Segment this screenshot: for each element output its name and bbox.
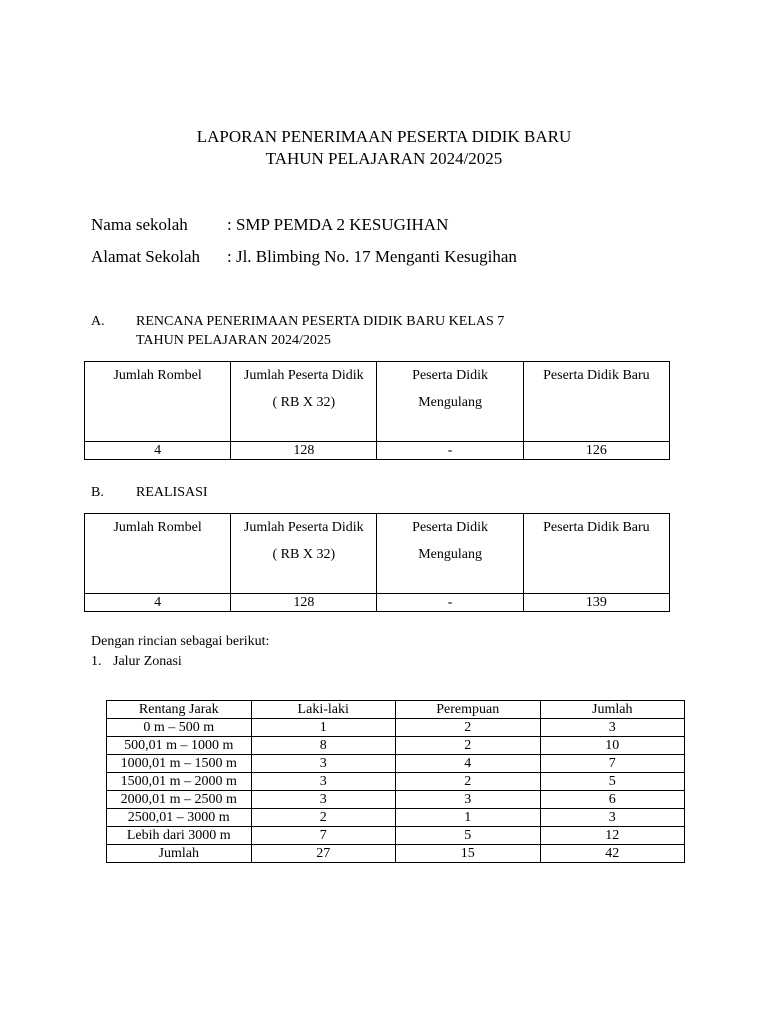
zonasi-total-row <box>107 845 685 863</box>
section-b-number: B. <box>91 485 104 500</box>
plan-value-cell: 128 <box>231 442 377 460</box>
zonasi-cell: 2 <box>395 737 540 755</box>
zonasi-cell: Jumlah <box>107 845 252 863</box>
school-address-value: : Jl. Blimbing No. 17 Menganti Kesugihan <box>227 247 517 266</box>
zonasi-cell: 2000,01 m – 2500 m <box>107 791 252 809</box>
school-name-value: : SMP PEMDA 2 KESUGIHAN <box>227 215 449 234</box>
report-title-line2: TAHUN PELAJARAN 2024/2025 <box>265 149 503 168</box>
realization-value-cell: - <box>377 594 523 612</box>
zonasi-cell: 42 <box>540 845 685 863</box>
table-row <box>107 737 685 755</box>
plan-value-cell: - <box>377 442 523 460</box>
details-item-1 <box>91 652 182 672</box>
zonasi-header-cell: Rentang Jarak <box>107 701 252 719</box>
table-row <box>107 755 685 773</box>
zonasi-cell: 3 <box>395 791 540 809</box>
section-a-number: A. <box>91 314 105 329</box>
zonasi-cell: 6 <box>540 791 685 809</box>
zonasi-cell: 1000,01 m – 1500 m <box>107 755 252 773</box>
zonasi-header-cell: Jumlah <box>540 701 685 719</box>
zonasi-cell: 8 <box>251 737 395 755</box>
realization-header-cell: Jumlah Peserta Didik ( RB X 32) <box>231 514 377 594</box>
zonasi-cell: 4 <box>395 755 540 773</box>
zonasi-cell: 12 <box>540 827 685 845</box>
plan-value-cell: 4 <box>85 442 231 460</box>
zonasi-cell: 3 <box>540 809 685 827</box>
zonasi-cell: 500,01 m – 1000 m <box>107 737 252 755</box>
school-address-row <box>91 246 517 268</box>
realization-table-header-row <box>85 514 670 594</box>
zonasi-cell: 3 <box>251 755 395 773</box>
plan-header-cell: Jumlah Rombel <box>85 362 231 442</box>
details-item-number: 1. <box>91 654 102 669</box>
section-b-heading <box>91 483 208 503</box>
school-name-label: Nama sekolah <box>91 215 188 234</box>
zonasi-cell: 1 <box>395 809 540 827</box>
zonasi-header-cell: Perempuan <box>395 701 540 719</box>
zonasi-cell: 10 <box>540 737 685 755</box>
table-row <box>107 719 685 737</box>
plan-header-cell: Peserta Didik Baru <box>523 362 669 442</box>
zonasi-cell: 7 <box>540 755 685 773</box>
details-intro: Dengan rincian sebagai berikut: <box>91 634 270 649</box>
realization-header-cell: Peserta Didik Baru <box>523 514 669 594</box>
zonasi-cell: 2 <box>395 719 540 737</box>
zonasi-cell: 0 m – 500 m <box>107 719 252 737</box>
school-name-row <box>91 214 448 236</box>
report-title-line1: LAPORAN PENERIMAAN PESERTA DIDIK BARU <box>196 127 572 146</box>
plan-table <box>84 361 670 460</box>
realization-table <box>84 513 670 612</box>
plan-header-cell: Peserta Didik Mengulang <box>377 362 523 442</box>
zonasi-cell: 2 <box>251 809 395 827</box>
school-address-label: Alamat Sekolah <box>91 247 201 266</box>
zonasi-cell: 1 <box>251 719 395 737</box>
zonasi-cell: 5 <box>395 827 540 845</box>
realization-header-cell: Jumlah Rombel <box>85 514 231 594</box>
zonasi-cell: 3 <box>540 719 685 737</box>
details-item-title: Jalur Zonasi <box>113 654 182 669</box>
zonasi-cell: 27 <box>251 845 395 863</box>
zonasi-cell: 3 <box>251 791 395 809</box>
realization-table-value-row <box>85 594 670 612</box>
section-a-heading <box>91 312 504 332</box>
zonasi-table <box>106 700 685 863</box>
section-b-title: REALISASI <box>136 485 208 500</box>
zonasi-cell: 7 <box>251 827 395 845</box>
section-a-title-line1: RENCANA PENERIMAAN PESERTA DIDIK BARU KELAS 7 <box>136 314 505 329</box>
zonasi-cell: 2500,01 – 3000 m <box>107 809 252 827</box>
zonasi-header-row <box>107 701 685 719</box>
plan-table-header-row <box>85 362 670 442</box>
plan-value-cell: 126 <box>523 442 669 460</box>
table-row <box>107 791 685 809</box>
zonasi-cell: 15 <box>395 845 540 863</box>
zonasi-cell: Lebih dari 3000 m <box>107 827 252 845</box>
table-row <box>107 809 685 827</box>
realization-header-cell: Peserta Didik Mengulang <box>377 514 523 594</box>
realization-value-cell: 139 <box>523 594 669 612</box>
zonasi-header-cell: Laki-laki <box>251 701 395 719</box>
realization-value-cell: 128 <box>231 594 377 612</box>
table-row <box>107 827 685 845</box>
plan-header-cell: Jumlah Peserta Didik ( RB X 32) <box>231 362 377 442</box>
plan-table-value-row <box>85 442 670 460</box>
table-row <box>107 773 685 791</box>
zonasi-cell: 3 <box>251 773 395 791</box>
zonasi-cell: 2 <box>395 773 540 791</box>
zonasi-cell: 5 <box>540 773 685 791</box>
zonasi-cell: 1500,01 m – 2000 m <box>107 773 252 791</box>
section-a-title-line2: TAHUN PELAJARAN 2024/2025 <box>136 333 331 348</box>
realization-value-cell: 4 <box>85 594 231 612</box>
